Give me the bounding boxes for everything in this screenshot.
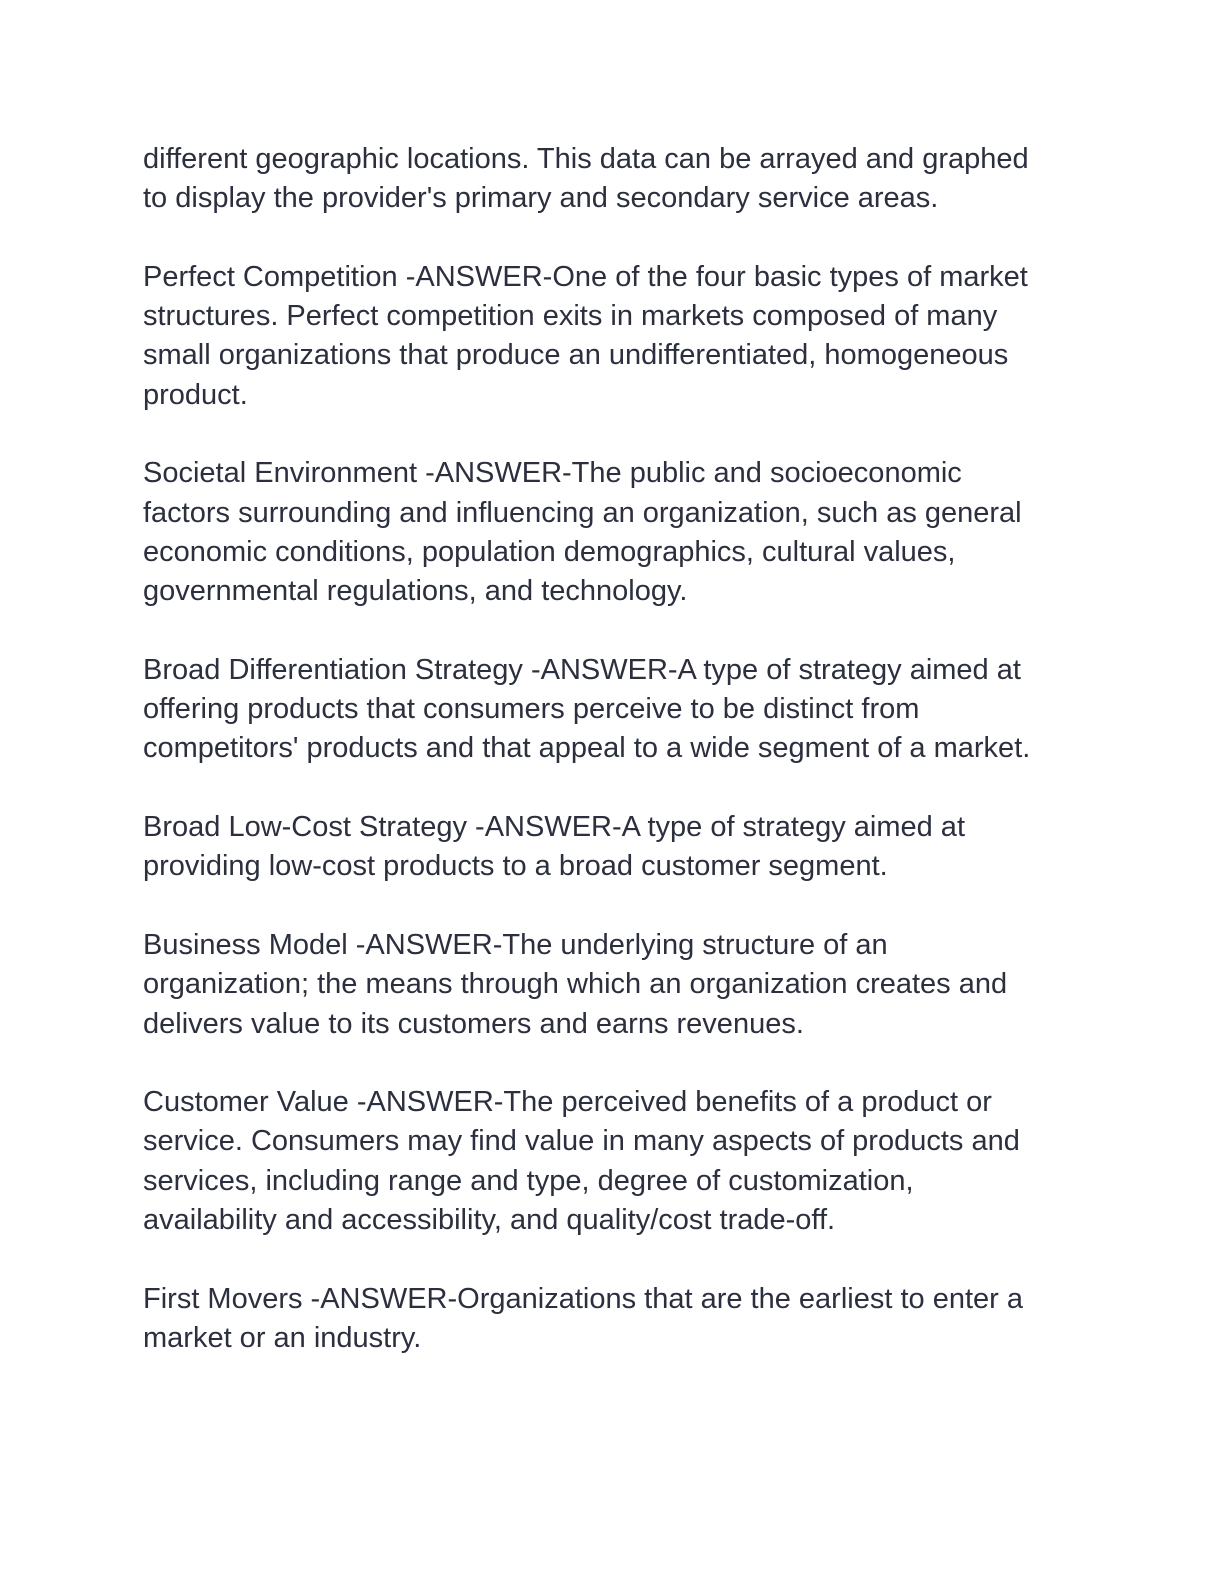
glossary-entry	[143, 926, 1083, 1044]
text-line: services, including range and type, degree of customization,	[143, 1164, 914, 1197]
text-line: small organizations that produce an undifferentiated, homogeneous	[143, 339, 1009, 372]
text-line: First Movers -ANSWER-Organizations that are the earliest to enter a	[143, 1282, 1023, 1315]
text-line: competitors' products and that appeal to a wide segment of a market.	[143, 732, 1031, 765]
text-line: Business Model -ANSWER-The underlying structure of an	[143, 928, 888, 961]
text-line: Broad Differentiation Strategy -ANSWER-A type of strategy aimed at	[143, 653, 1021, 686]
glossary-entry	[143, 808, 1083, 887]
text-line: market or an industry.	[143, 1321, 422, 1354]
text-line: to display the provider's primary and secondary service areas.	[143, 182, 939, 215]
text-line: delivers value to its customers and earns revenues.	[143, 1007, 804, 1040]
text-line: Perfect Competition -ANSWER-One of the four basic types of market	[143, 260, 1028, 293]
text-line: governmental regulations, and technology.	[143, 575, 688, 608]
text-line: Broad Low-Cost Strategy -ANSWER-A type of strategy aimed at	[143, 811, 965, 844]
text-line: product.	[143, 378, 248, 411]
glossary-entry	[143, 454, 1083, 611]
glossary-entry	[143, 1083, 1083, 1240]
text-line: availability and accessibility, and quality/cost trade-off.	[143, 1204, 836, 1237]
text-line: different geographic locations. This data can be arrayed and graphed	[143, 143, 1029, 175]
glossary-entry	[143, 651, 1083, 769]
text-line: factors surrounding and influencing an organization, such as general	[143, 496, 1022, 529]
text-line: offering products that consumers perceive to be distinct from	[143, 693, 920, 726]
text-line: providing low-cost products to a broad customer segment.	[143, 850, 888, 883]
glossary-entry	[143, 258, 1083, 415]
glossary-entry	[143, 1280, 1083, 1359]
text-line: Societal Environment -ANSWER-The public and socioeconomic	[143, 457, 962, 490]
glossary-entry	[143, 140, 1083, 219]
text-line: economic conditions, population demographics, cultural values,	[143, 535, 956, 568]
text-line: structures. Perfect competition exits in markets composed of many	[143, 300, 998, 333]
document-body	[143, 140, 1083, 1398]
text-line: service. Consumers may find value in many aspects of products and	[143, 1125, 1020, 1158]
text-line: organization; the means through which an organization creates and	[143, 968, 1008, 1001]
text-line: Customer Value -ANSWER-The perceived benefits of a product or	[143, 1086, 992, 1119]
